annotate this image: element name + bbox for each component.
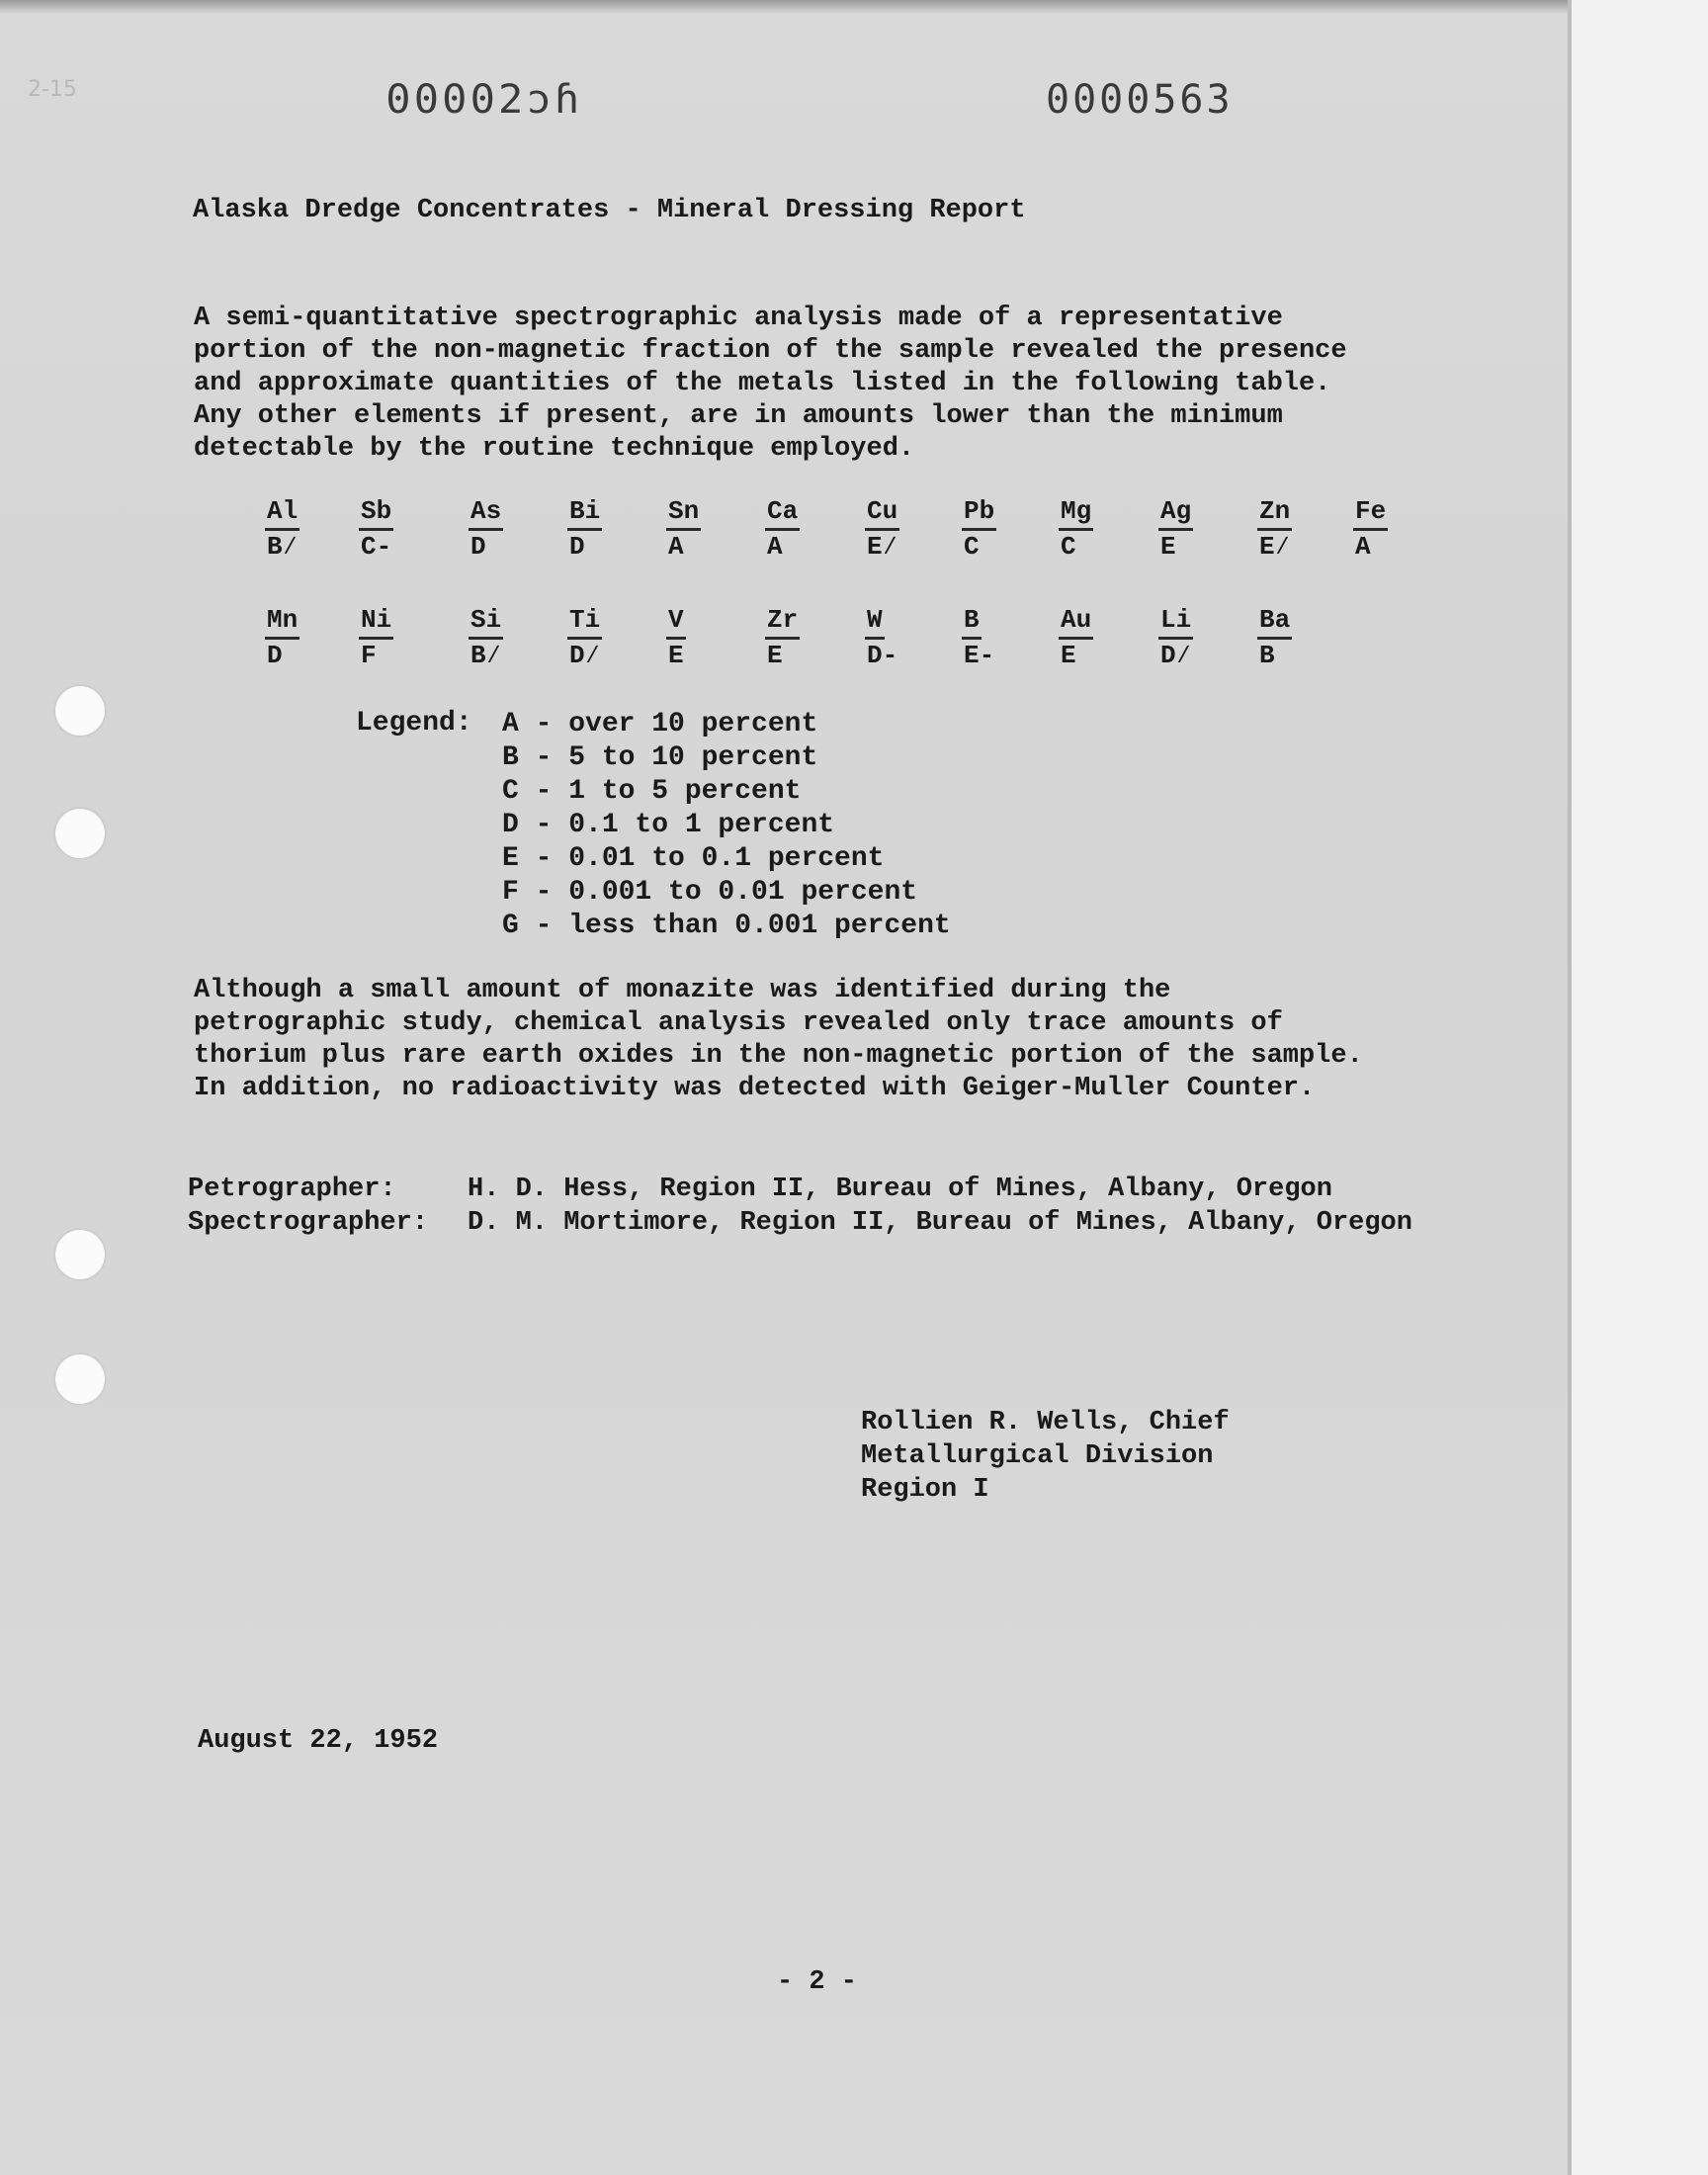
element-grade: A <box>767 532 783 562</box>
element-grade: B∕ <box>470 641 502 670</box>
element-symbol: B <box>962 605 982 640</box>
legend-item: A - over 10 percent <box>502 709 818 740</box>
element-cell <box>666 605 755 671</box>
element-cell <box>962 496 1051 563</box>
punch-hole <box>55 686 105 736</box>
credit-role: Spectrographer: <box>188 1208 429 1238</box>
legend-label: Legend: <box>356 708 472 739</box>
element-grade: F <box>361 641 377 670</box>
element-grade: E <box>668 641 684 670</box>
element-grade: E∕ <box>1259 532 1291 562</box>
report-title: Alaska Dredge Concentrates - Mineral Dressing Report <box>193 196 1026 225</box>
element-symbol: Fe <box>1353 496 1388 531</box>
report-date: August 22, 1952 <box>198 1726 439 1756</box>
element-symbol: Sn <box>666 496 701 531</box>
signature-line: Metallurgical Division <box>861 1441 1214 1471</box>
element-symbol: Cu <box>865 496 899 531</box>
element-cell <box>765 605 854 671</box>
element-grade: E <box>1160 532 1176 562</box>
element-grade: D <box>470 532 486 562</box>
element-cell <box>765 496 854 563</box>
credit-name: D. M. Mortimore, Region II, Bureau of Mines, Albany, Oregon <box>468 1208 1412 1238</box>
element-cell <box>1158 496 1247 563</box>
element-cell <box>1353 496 1442 563</box>
signature-line: Region I <box>861 1475 989 1505</box>
element-cell <box>567 605 656 671</box>
punch-hole <box>55 1354 105 1404</box>
credit-row <box>188 1173 1412 1206</box>
element-grade: D∕ <box>1160 641 1192 670</box>
credits <box>188 1173 1412 1240</box>
legend-list <box>502 708 951 943</box>
signature-block <box>861 1406 1230 1507</box>
element-symbol: Pb <box>962 496 996 531</box>
signature-line: Rollien R. Wells, Chief <box>861 1408 1230 1437</box>
element-symbol: Ni <box>359 605 393 640</box>
element-cell <box>865 605 954 671</box>
element-grade: D∕ <box>569 641 601 670</box>
element-cell <box>265 605 354 671</box>
findings-paragraph: Although a small amount of monazite was identified during the petrographic study, chemical analysis revealed only trace amounts of thorium plus rare earth oxides in the non-magnetic portion of the sample. In addition, no radioactivity was detected with Geiger-Muller Counter. <box>194 976 1363 1103</box>
element-symbol: Ag <box>1158 496 1193 531</box>
punch-hole <box>55 1230 105 1279</box>
credit-row <box>188 1206 1412 1240</box>
element-symbol: Ti <box>567 605 602 640</box>
element-cell <box>962 605 1051 671</box>
credit-name: H. D. Hess, Region II, Bureau of Mines, Albany, Oregon <box>468 1174 1332 1204</box>
element-cell <box>1059 496 1148 563</box>
document-number-stamp-left: 00002ɔɦ <box>385 77 583 123</box>
element-symbol: Li <box>1158 605 1193 640</box>
element-symbol: Ca <box>765 496 800 531</box>
legend-item: B - 5 to 10 percent <box>502 742 818 773</box>
intro-paragraph: A semi-quantitative spectrographic analysis made of a representative portion of the non-magnetic fraction of the sample revealed the presence and approximate quantities of the metals listed in the following table. Any other elements if present, are in amounts lower than the minimum detectable by the routine technique employed. <box>194 304 1347 464</box>
legend-item: E - 0.01 to 0.1 percent <box>502 843 885 874</box>
legend-item: D - 0.1 to 1 percent <box>502 810 835 840</box>
credit-role: Petrographer: <box>188 1174 396 1204</box>
element-symbol: Au <box>1059 605 1093 640</box>
legend-item: F - 0.001 to 0.01 percent <box>502 877 918 908</box>
element-symbol: Si <box>469 605 503 640</box>
element-grade: C <box>964 532 980 562</box>
element-cell <box>567 496 656 563</box>
element-cell <box>865 496 954 563</box>
element-symbol: As <box>469 496 503 531</box>
element-cell <box>1158 605 1247 671</box>
element-grade: E <box>767 641 783 670</box>
element-grade: B∕ <box>267 532 299 562</box>
legend-item: G - less than 0.001 percent <box>502 911 951 941</box>
element-symbol: Ba <box>1257 605 1292 640</box>
element-grade: D <box>267 641 283 670</box>
element-grade: A <box>1355 532 1371 562</box>
element-symbol: V <box>666 605 686 640</box>
pencil-note: 2-15 <box>28 77 77 102</box>
element-symbol: Zr <box>765 605 800 640</box>
element-grade: E <box>1061 641 1076 670</box>
element-symbol: Zn <box>1257 496 1292 531</box>
element-grade: A <box>668 532 684 562</box>
element-cell <box>1059 605 1148 671</box>
element-grade: D <box>569 532 585 562</box>
element-grade: E- <box>964 641 995 670</box>
element-grade: C- <box>361 532 392 562</box>
page-top-shadow <box>0 0 1572 14</box>
element-cell <box>1257 605 1346 671</box>
element-symbol: Bi <box>567 496 602 531</box>
page-number: - 2 - <box>777 1967 858 1997</box>
element-cell <box>469 605 557 671</box>
element-cell <box>359 605 448 671</box>
element-symbol: Mg <box>1059 496 1093 531</box>
element-symbol: Sb <box>359 496 393 531</box>
element-cell <box>1257 496 1346 563</box>
element-grade: B <box>1259 641 1275 670</box>
element-cell <box>359 496 448 563</box>
punch-hole <box>55 809 105 858</box>
element-cell <box>666 496 755 563</box>
element-cell <box>469 496 557 563</box>
page-edge <box>1568 0 1572 2175</box>
legend-item: C - 1 to 5 percent <box>502 776 802 807</box>
element-grade: E∕ <box>867 532 898 562</box>
element-symbol: W <box>865 605 885 640</box>
element-grade: D- <box>867 641 898 670</box>
element-symbol: Al <box>265 496 299 531</box>
document-number-stamp-right: 0000563 <box>1046 77 1234 123</box>
element-grade: C <box>1061 532 1076 562</box>
element-cell <box>265 496 354 563</box>
element-symbol: Mn <box>265 605 299 640</box>
